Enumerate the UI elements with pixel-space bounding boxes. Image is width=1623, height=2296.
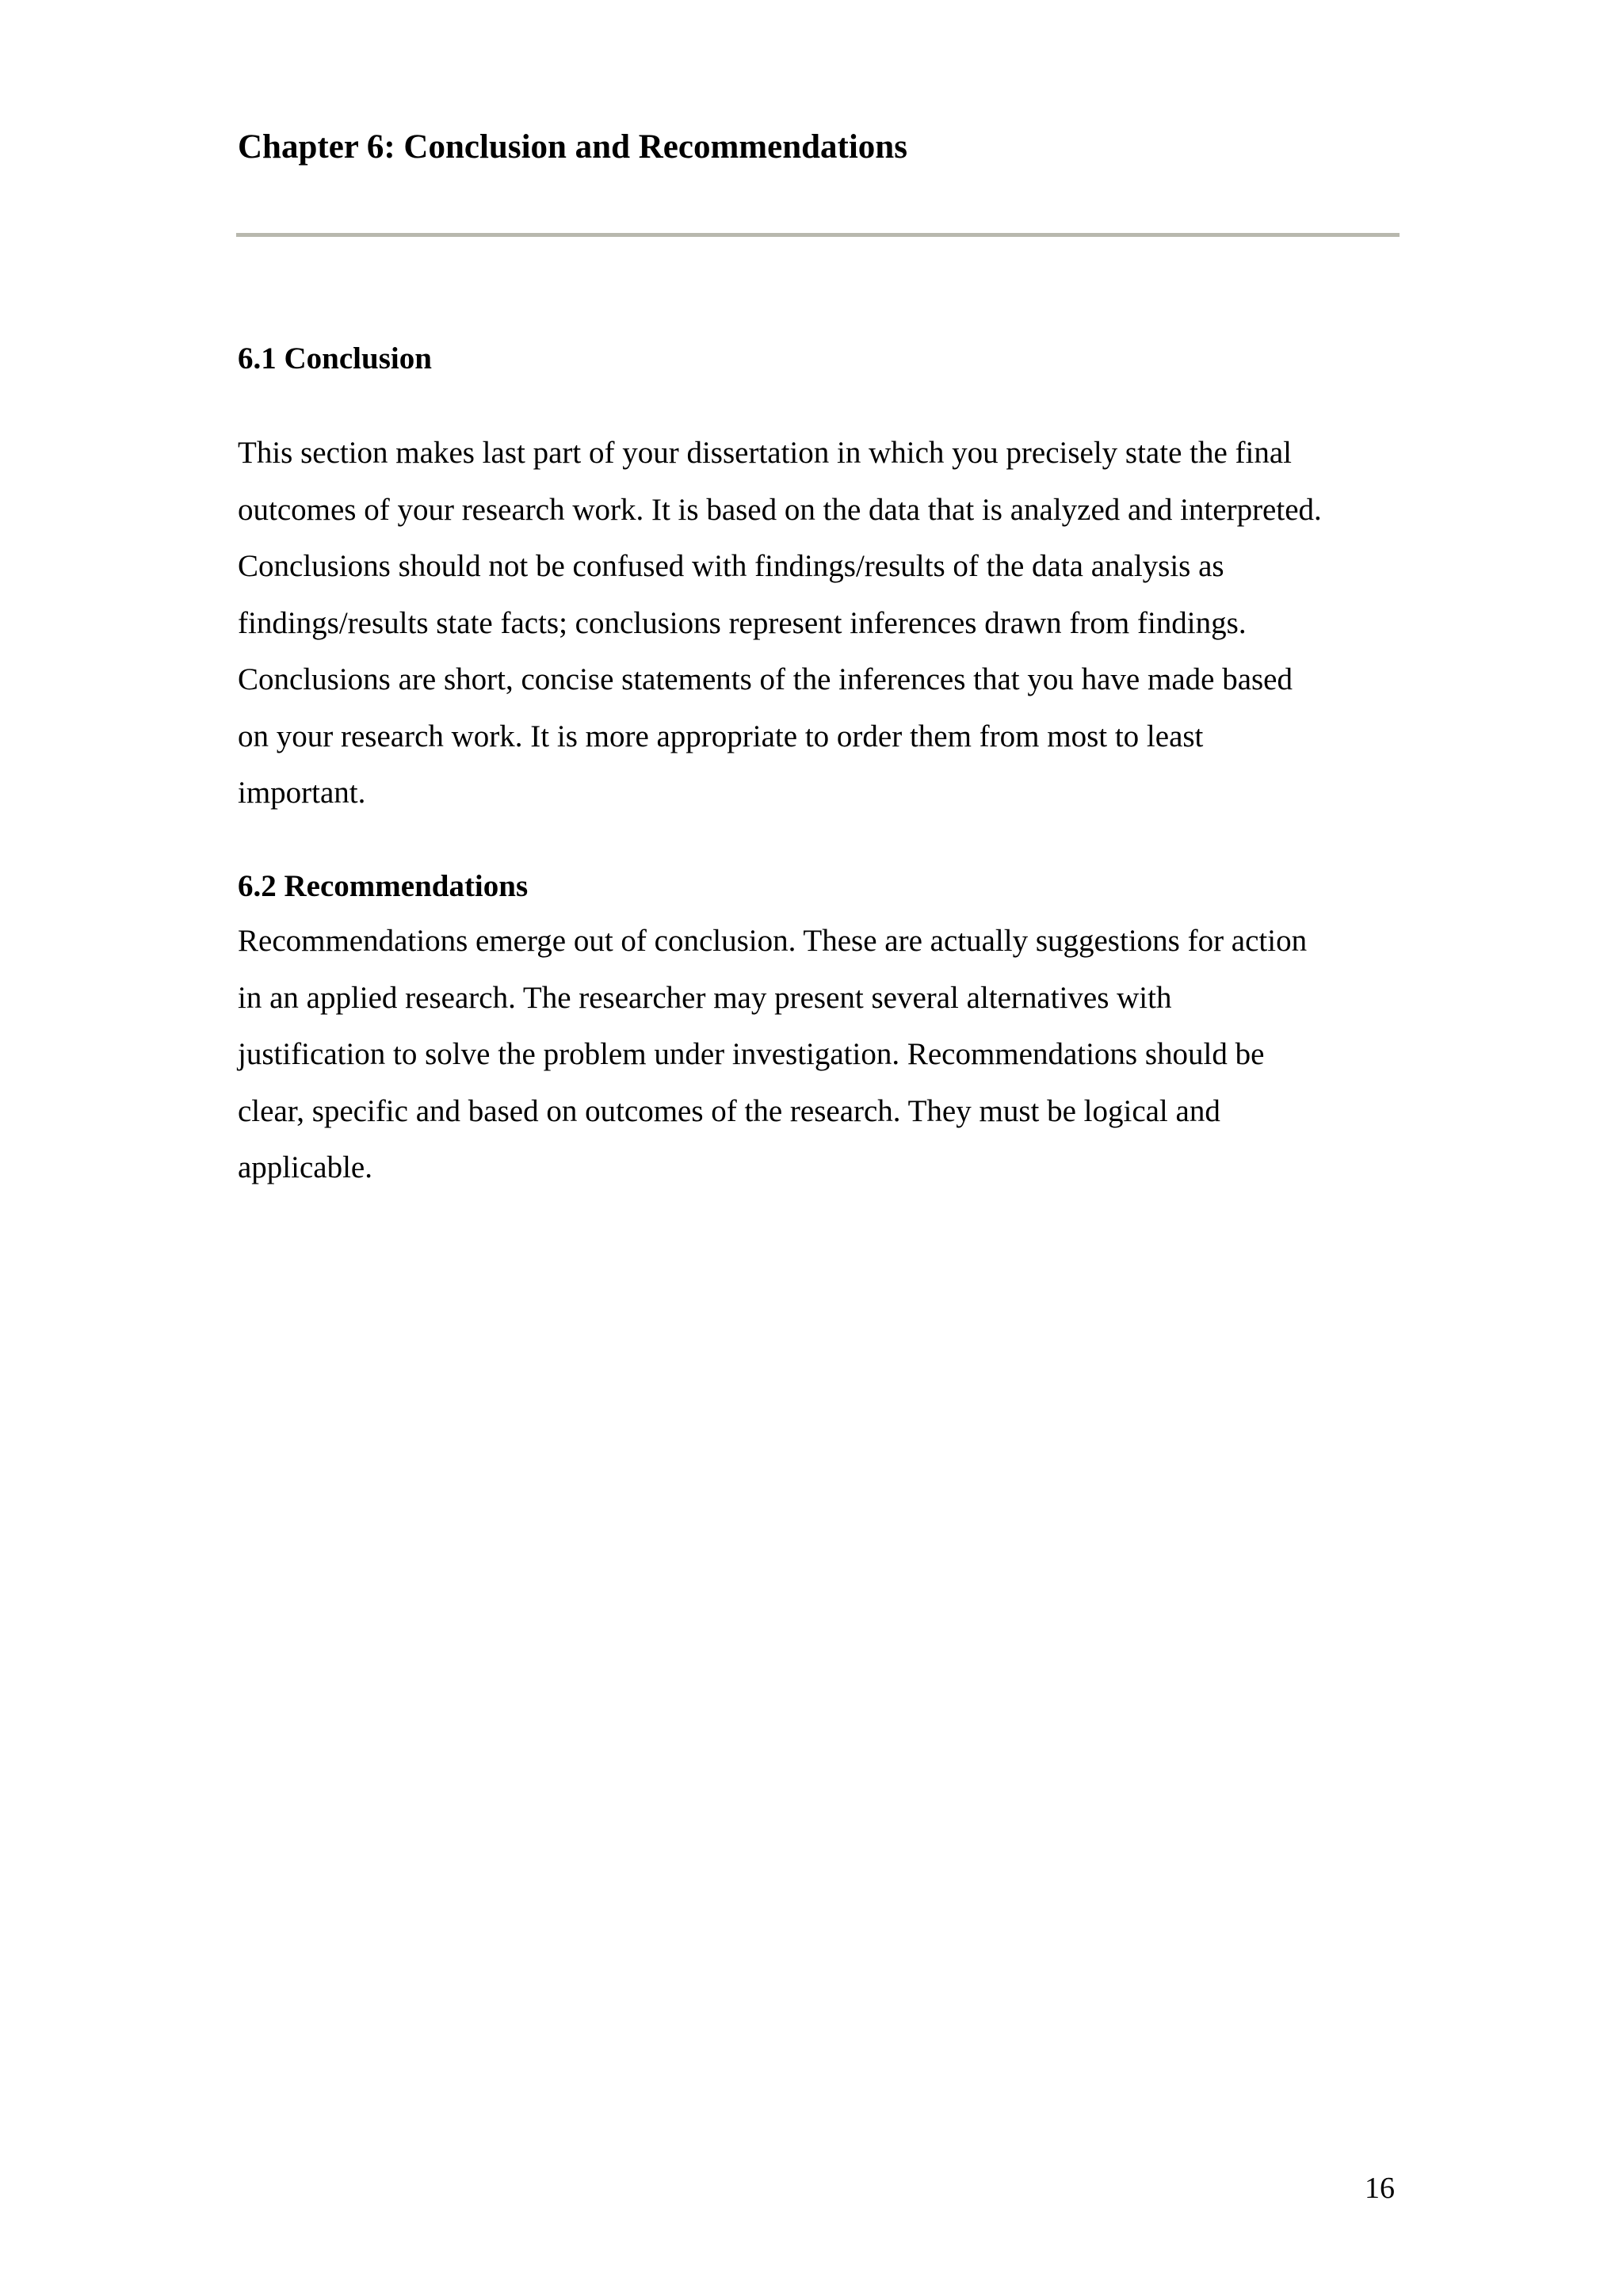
paragraph-line: in an applied research. The researcher may present several alternatives with [238,980,1172,1015]
paragraph-line: Recommendations emerge out of conclusion. These are actually suggestions for action [238,924,1308,958]
section-heading-conclusion: 6.1 Conclusion [238,341,432,376]
paragraph-line: findings/results state facts; conclusions represent inferences drawn from findings. [238,605,1247,640]
page-number: 16 [1365,2172,1395,2205]
conclusion-paragraph [238,425,1411,822]
paragraph-line: outcomes of your research work. It is based on the data that is analyzed and interpreted. [238,492,1322,527]
paragraph-line: This section makes last part of your dissertation in which you precisely state the final [238,436,1292,470]
recommendations-paragraph [238,913,1411,1196]
paragraph-line: clear, specific and based on outcomes of the research. They must be logical and [238,1093,1220,1128]
section-heading-recommendations: 6.2 Recommendations [238,869,529,903]
chapter-title: Chapter 6: Conclusion and Recommendations [238,128,907,166]
paragraph-line: important. [238,776,366,810]
paragraph-line: on your research work. It is more appropriate to order them from most to least [238,719,1204,753]
title-divider [236,233,1400,237]
paragraph-line: Conclusions should not be confused with findings/results of the data analysis as [238,549,1224,583]
paragraph-line: Conclusions are short, concise statements of the inferences that you have made based [238,662,1293,696]
paragraph-line: justification to solve the problem under investigation. Recommendations should be [238,1037,1265,1071]
paragraph-line: applicable. [238,1150,372,1184]
